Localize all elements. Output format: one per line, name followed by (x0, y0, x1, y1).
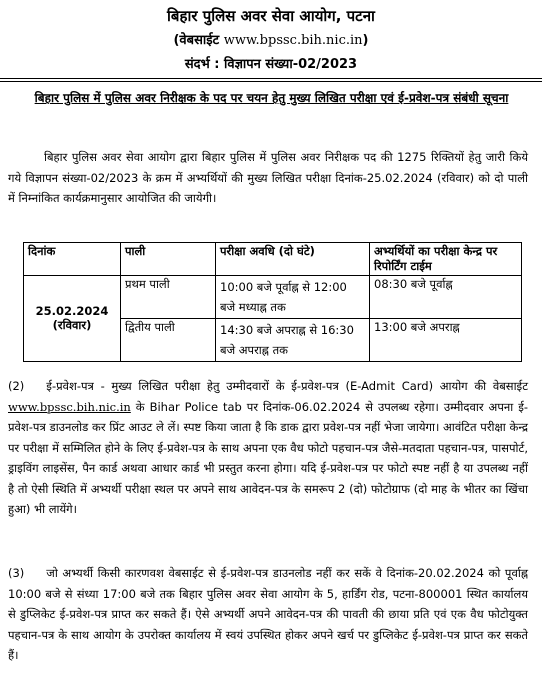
reporting-cell: 13:00 बजे अपराह्न (370, 319, 522, 362)
paragraph-1-text: बिहार पुलिस अवर सेवा आयोग द्वारा बिहार पुलिस में पुलिस अवर निरीक्षक पद की 1275 रिक्तियों हेतु जारी किये गये विज्ञापन संख्या-02/2023 के क्रम में अभ्यर्थियों की मुख्य लिखित परीक्षा दिनांक-25.02.2024 (रविवार) को दो पाली में निम्नांकित कार्यक्रमानुसार आयोजित की जायेगी। (8, 150, 528, 205)
header-divider-top (0, 78, 542, 79)
exam-date: 25.02.2024 (35, 304, 109, 318)
duration-cell: 14:30 बजे अपराह्न से 16:30 बजे अपराह्न तक (216, 319, 370, 362)
paragraph-3-text: जो अभ्यर्थी किसी कारणवश वेबसाईट से ई-प्रवेश-पत्र डाउनलोड नहीं कर सकें वे दिनांक-20.02.2024 को पूर्वाह्न 10:00 बजे से संध्या 17:00 बजे तक बिहार पुलिस अवर सेवा आयोग के 5, हार्डिंग रोड, पटना-800001 स्थित कार्यालय से डुप्लिकेट ई-प्रवेश-पत्र प्राप्त कर सकते हैं। ऐसे अभ्यर्थी अपने आवेदन-पत्र की पावती की छाया प्रति एवं एक वैध फोटोयुक्त पहचान-पत्र के साथ आयोग के उपरोक्त कार्यालय में स्वयं उपस्थित होकर अपने खर्च पर डुप्लिकेट ई-प्रवेश-पत्र प्राप्त कर सकते हैं। (8, 566, 528, 662)
website-prefix: (वेबसाईट (173, 33, 224, 48)
paragraph-2-link[interactable]: www.bpssc.bih.nic.in (8, 399, 131, 414)
paragraph-1 (8, 147, 528, 209)
paragraph-3-number: (3) (8, 566, 25, 580)
table-header-row (24, 243, 522, 276)
header-divider-bottom (0, 81, 542, 82)
paragraph-2-text-b: के Bihar Police tab पर दिनांक-06.02.2024 से उपलब्ध रहेगा। उम्मीदवार अपना ई-प्रवेश-पत्र डाउनलोड कर प्रिंट आउट ले लें। स्पष्ट किया जाता है कि डाक द्वारा प्रवेश-पत्र नहीं भेजा जायेगा। आवंटित परीक्षा केन्द्र पर परीक्षा में सम्मिलित होने के लिए ई-प्रवेश-पत्र के साथ अपना एक वैध फोटो पहचान-पत्र जैसे-मतदाता पहचान-पत्र, पासपोर्ट, ड्राइविंग लाइसेंस, पैन कार्ड अथवा आधार कार्ड भी प्रस्तुत करना होगा। यदि ई-प्रवेश-पत्र पर फोटो स्पष्ट नहीं है या उपलब्ध नहीं है तो ऐसी स्थिति में अभ्यर्थी परीक्षा स्थल पर अपने साथ आवेदन-पत्र के समरूप 2 (दो) फोटोग्राफ (दो माह के भीतर का खिंचा हुआ) भी लायेंगे। (8, 399, 528, 516)
duration-cell: 10:00 बजे पूर्वाह्न से 12:00 बजे मध्याह्न तक (216, 276, 370, 319)
exam-date-cell (24, 276, 121, 362)
th-date: दिनांक (24, 243, 121, 276)
table-row (24, 276, 522, 319)
website-suffix: ) (362, 33, 369, 48)
exam-schedule-table (23, 242, 522, 362)
th-shift: पाली (121, 243, 216, 276)
shift-cell: द्वितीय पाली (121, 319, 216, 362)
notice-subject: बिहार पुलिस में पुलिस अवर निरीक्षक के पद पर चयन हेतु मुख्य लिखित परीक्षा एवं ई-प्रवेश-पत्र संबंधी सूचना (34, 91, 509, 105)
paragraph-2-text-a: ई-प्रवेश-पत्र - मुख्य लिखित परीक्षा हेतु उम्मीदवारों के ई-प्रवेश-पत्र (E-Admit Card) आयोग की वेबसाईट (46, 379, 528, 393)
paragraph-3 (8, 563, 528, 666)
reference-line: संदर्भ : विज्ञापन संख्या-02/2023 (184, 57, 358, 72)
paragraph-2 (8, 376, 528, 520)
org-title: बिहार पुलिस अवर सेवा आयोग, पटना (167, 7, 375, 25)
website-line (0, 30, 542, 48)
paragraph-2-number: (2) (8, 379, 25, 393)
shift-cell: प्रथम पाली (121, 276, 216, 319)
exam-day: (रविवार) (52, 318, 92, 332)
th-reporting: अभ्यर्थियों का परीक्षा केन्द्र पर रिपोर्टिंग टाईम (370, 243, 522, 276)
reporting-cell: 08:30 बजे पूर्वाह्न (370, 276, 522, 319)
website-link[interactable]: www.bpssc.bih.nic.in (223, 33, 363, 48)
th-duration: परीक्षा अवधि (दो घंटे) (216, 243, 370, 276)
